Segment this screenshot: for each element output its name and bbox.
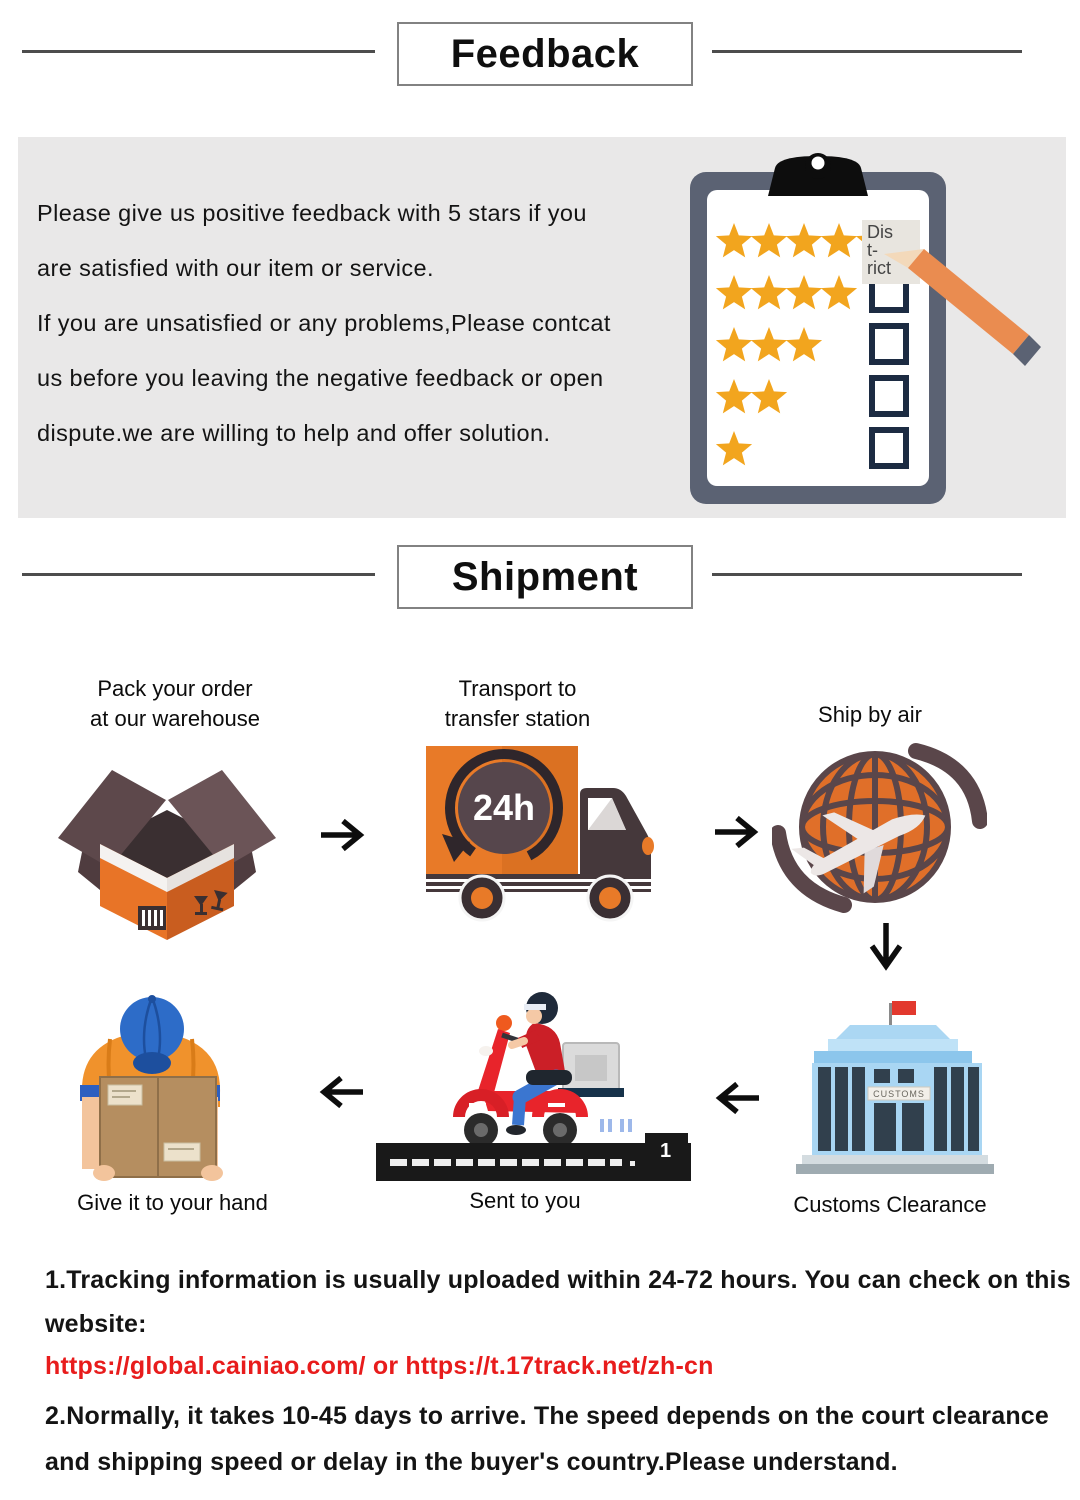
divider-line (22, 573, 375, 576)
customs-building-icon (788, 993, 998, 1183)
feedback-title-text: Feedback (450, 31, 640, 76)
truck-badge-text: 24h (472, 787, 536, 828)
arrow-right-icon (318, 815, 366, 855)
step-label-customs: Customs Clearance (793, 1192, 987, 1217)
courier-handover-icon (80, 985, 265, 1197)
step-label-air: Ship by air (818, 702, 922, 727)
divider-line (22, 50, 375, 53)
barcode-mark (138, 906, 166, 930)
svg-text:t-: t- (867, 240, 878, 260)
step-label-pack: Pack your order at our warehouse (90, 676, 260, 731)
step-label-sent: Sent to you (469, 1188, 581, 1213)
feedback-line: us before you leaving the negative feedback or open (37, 365, 604, 391)
note-line-1: 1.Tracking information is usually uploaded within 24-72 hours. You can check on this (45, 1266, 1071, 1294)
delivery-truck-icon (420, 740, 660, 925)
svg-text:Dis: Dis (867, 222, 893, 242)
shipment-title-text: Shipment (451, 554, 639, 599)
arrow-left-icon (318, 1072, 366, 1112)
feedback-line: If you are unsatisfied or any problems,Please contcat (37, 310, 611, 336)
road-marker-text: 1 (660, 1140, 672, 1162)
feedback-line: dispute.we are willing to help and offer solution. (37, 420, 551, 446)
arrow-right-icon (712, 812, 760, 852)
step-label-transport: Transport to transfer station (444, 676, 591, 731)
note-line-3: 2.Normally, it takes 10-45 days to arrive. The speed depends on the court clearance (45, 1402, 1050, 1430)
step-label-hand: Give it to your hand (77, 1190, 268, 1215)
tracking-links[interactable]: https://global.cainiao.com/ or https://t.17track.net/zh-cn (45, 1352, 714, 1380)
note-line-2: website: (45, 1310, 147, 1338)
arrow-left-icon (714, 1078, 762, 1118)
divider-line (712, 50, 1022, 53)
package-box-icon (52, 740, 282, 940)
road (376, 1133, 691, 1181)
globe-plane-icon (772, 737, 987, 927)
svg-text:rict: rict (867, 258, 891, 278)
feedback-text (37, 186, 611, 461)
shipment-section-title (397, 545, 693, 609)
feedback-line: are satisfied with our item or service. (37, 255, 434, 281)
scooter-courier-icon (368, 985, 703, 1190)
feedback-section-title (397, 22, 693, 86)
speed-marks (600, 1119, 632, 1132)
rating-clipboard-icon (680, 150, 1060, 510)
flag-icon (892, 1001, 916, 1015)
note-line-4: and shipping speed or delay in the buyer's country.Please understand. (45, 1448, 898, 1476)
customs-sign-text: CUSTOMS (873, 1089, 925, 1099)
arrow-down-icon (866, 920, 906, 978)
feedback-line: Please give us positive feedback with 5 stars if you (37, 200, 587, 226)
divider-line (712, 573, 1022, 576)
